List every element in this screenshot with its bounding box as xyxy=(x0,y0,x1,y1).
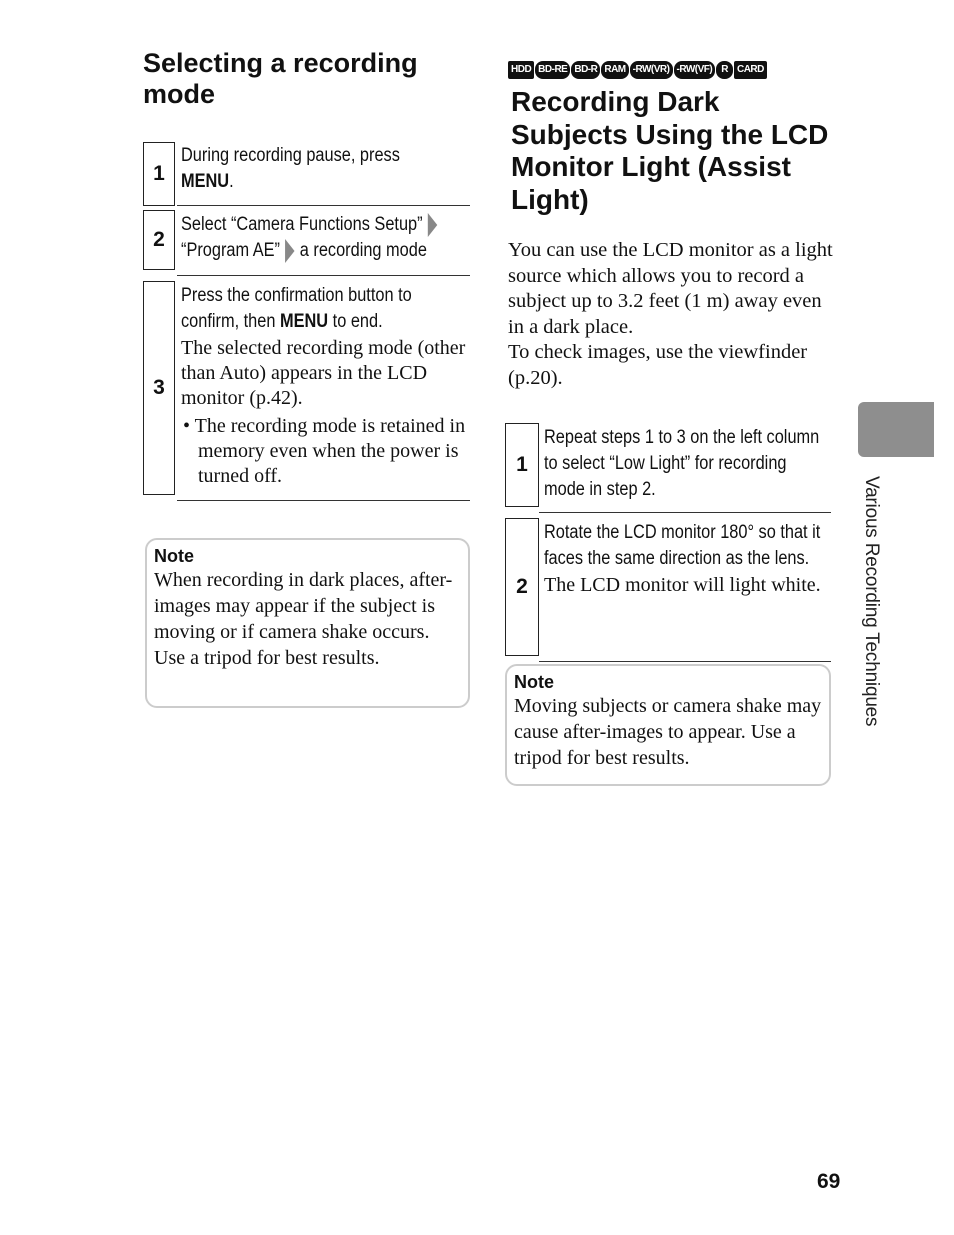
note-box-right xyxy=(505,664,831,786)
page-title-right: Recording Dark Subjects Using the LCD Monitor Light (Assist Light) xyxy=(511,86,829,215)
step-body xyxy=(181,283,470,489)
media-badges xyxy=(508,61,767,79)
step-divider xyxy=(177,275,470,276)
step-instruction: Repeat steps 1 to 3 on the left column to select “Low Light” for recording mode in step 2. xyxy=(544,427,820,500)
step-2-left xyxy=(143,210,470,276)
arrow-right-icon xyxy=(285,239,294,263)
bd-r-badge-icon: BD-R xyxy=(571,61,600,79)
step-divider xyxy=(177,500,470,501)
step-body xyxy=(181,143,467,195)
step-instruction: Select “Camera Functions Setup” “Program AE” a recording mode xyxy=(181,212,466,264)
step-2-right xyxy=(505,518,831,662)
step-instruction: Press the confirmation button to confirm, then MENU to end. xyxy=(181,285,412,332)
menu-key: MENU xyxy=(279,311,329,332)
arrow-right-icon xyxy=(428,213,437,237)
hdd-badge-icon: HDD xyxy=(508,61,534,79)
card-badge-icon: CARD xyxy=(734,61,767,79)
step-number: 1 xyxy=(505,423,539,507)
step-number: 2 xyxy=(505,518,539,656)
r-badge-icon: R xyxy=(716,61,733,79)
rw-vf-badge-icon: -RW(VF) xyxy=(674,61,716,79)
note-heading: Note xyxy=(154,546,194,566)
intro-text xyxy=(508,238,838,391)
step-number: 1 xyxy=(143,142,175,206)
step-description: The LCD monitor will light white. xyxy=(544,574,821,596)
intro-paragraph-2: To check images, use the viewfinder (p.20). xyxy=(508,341,808,389)
step-1-left xyxy=(143,142,470,206)
step-divider xyxy=(539,661,831,662)
note-text: Moving subjects or camera shake may cause after-images to appear. Use a tripod for best results. xyxy=(514,695,822,769)
step-body xyxy=(544,520,831,598)
menu-key: MENU xyxy=(181,171,230,192)
step-divider xyxy=(539,512,831,513)
page-number: 69 xyxy=(817,1170,841,1193)
note-box-left xyxy=(145,538,470,708)
step-instruction: Rotate the LCD monitor 180° so that it faces the same direction as the lens. xyxy=(544,522,821,569)
bd-re-badge-icon: BD-RE xyxy=(535,61,570,79)
step-3-left xyxy=(143,281,470,501)
step-1-right xyxy=(505,423,831,513)
ram-badge-icon: RAM xyxy=(601,61,628,79)
note-heading: Note xyxy=(514,672,554,692)
intro-paragraph-1: You can use the LCD monitor as a light source which allows you to record a subject up to 3.2 feet (1 m) away even in a dark place. xyxy=(508,239,833,338)
step-number: 2 xyxy=(143,210,175,270)
chapter-tab xyxy=(858,402,934,457)
step-divider xyxy=(177,205,470,206)
step-instruction: During recording pause, press MENU. xyxy=(181,145,400,192)
step-description: The selected recording mode (other than Auto) appears in the LCD monitor (p.42). xyxy=(181,337,466,409)
step-bullet: • The recording mode is retained in memory even when the power is turned off. xyxy=(183,415,466,487)
section-label: Various Recording Techniques xyxy=(861,476,882,727)
note-text: When recording in dark places, after-images may appear if the subject is moving or if camera shake occurs. Use a tripod for best results. xyxy=(154,569,453,669)
step-body xyxy=(181,212,467,264)
step-body xyxy=(544,425,831,503)
step-number: 3 xyxy=(143,281,175,495)
page-title-left: Selecting a recording mode xyxy=(143,48,418,109)
rw-vr-badge-icon: -RW(VR) xyxy=(630,61,673,79)
